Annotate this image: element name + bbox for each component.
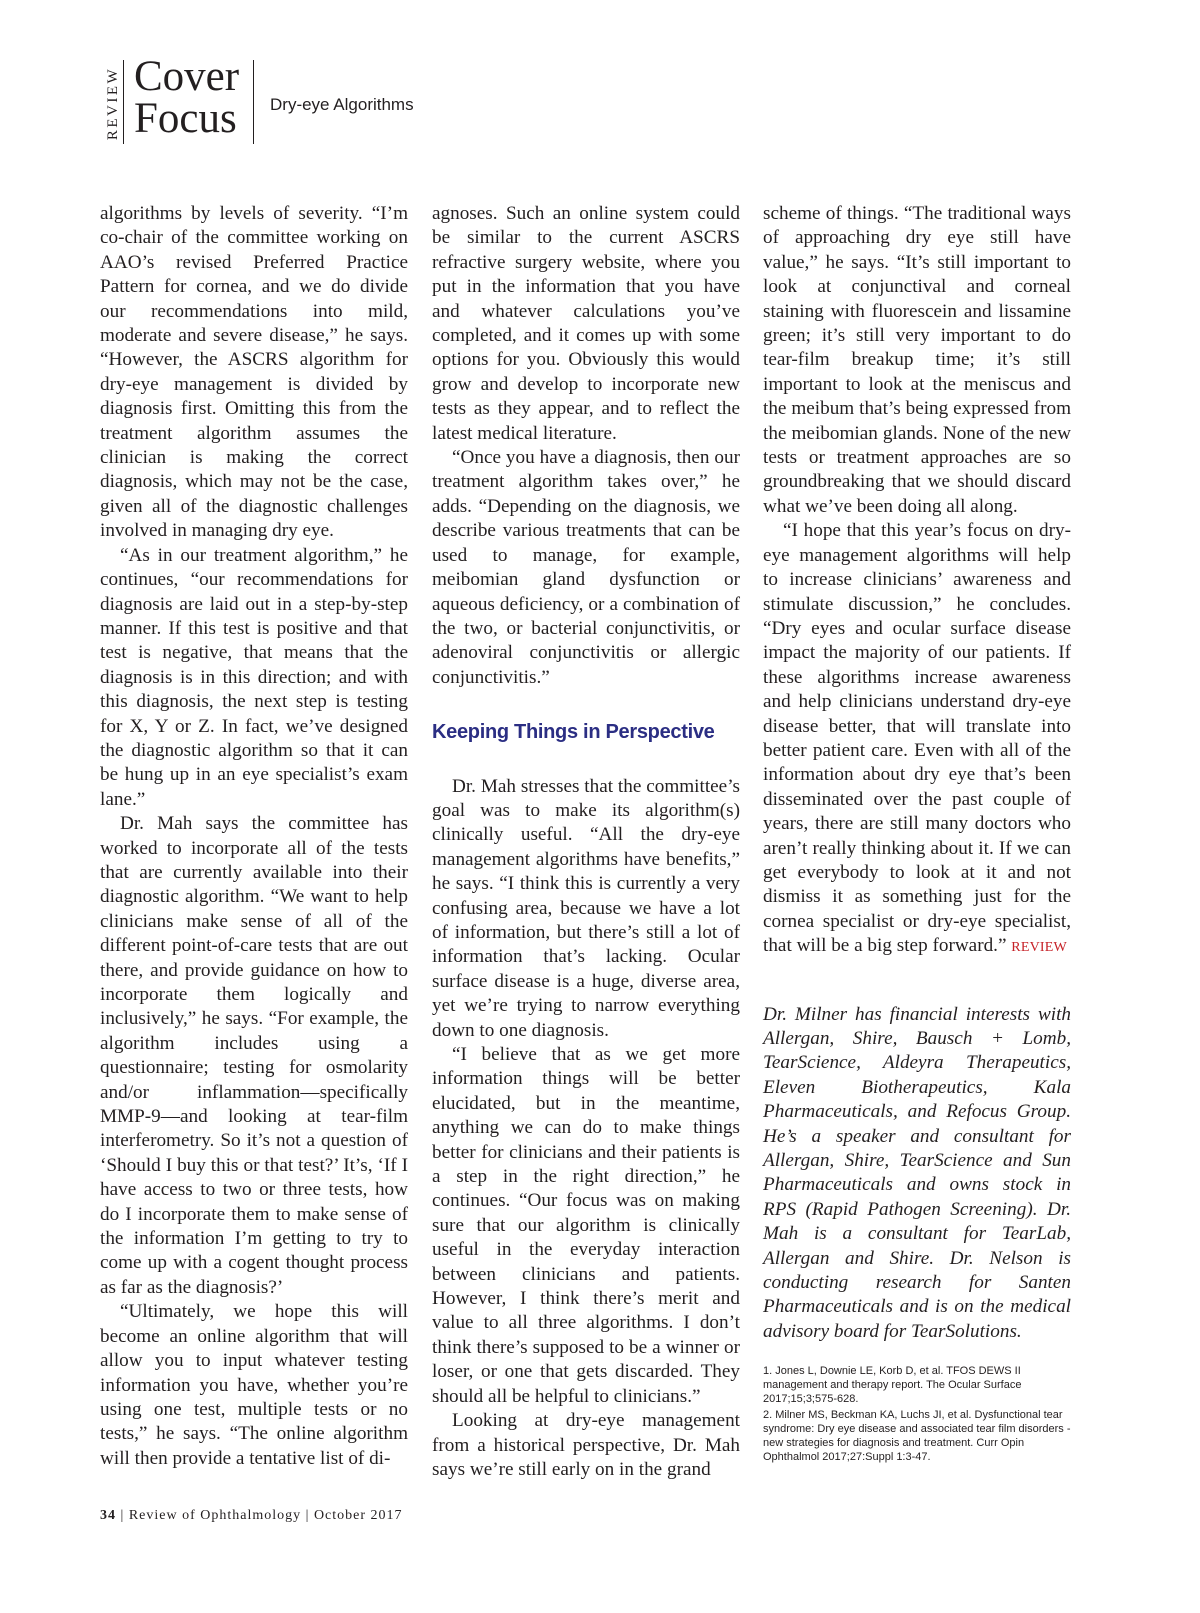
- footer-separator: |: [305, 1508, 310, 1523]
- paragraph: “As in our treatment algorithm,” he continues, “our recommendations for diagnosis are laid out in a step-by-step manner. If this test is positive and that test is negative, that means that the diagnosis is in this direction; and with this diagnosis, the next step is testing for X, Y or Z. In fact, we’ve designed the diagnostic algorithm so that it can be hung up in an eye specialist’s exam lane.”: [100, 544, 408, 810]
- paragraph: scheme of things. “The traditional ways of approaching dry eye still have value,” he says. “It’s still important to look at conjunctival and corneal staining with fluorescein and lissamine green; it’s still very important to do tear-film breakup time; it’s still important to look at the meniscus and the meibum that’s being expressed from the meibomian glands. None of the new tests or treatment approaches are so groundbreaking that we should discard what we’ve been doing all along.: [763, 203, 1071, 517]
- paragraph: “Once you have a diagnosis, then our treatment algorithm takes over,” he adds. “Depending on the diagnosis, we describe various treatments that can be used to manage, for example, meibomian gland dysfunction or aqueous deficiency, or a combination of the two, or bacterial conjunctivitis, or adenoviral conjunctivitis or allergic conjunctivitis.”: [432, 447, 740, 688]
- reference-item: 2. Milner MS, Beckman KA, Luchs JI, et al. Dysfunctional tear syndrome: Dry eye disease and associated tear film disorders - new strategies for diagnosis and treatment. Curr Opin Ophthalmol 2017;27:Suppl 1:3-47.: [763, 1409, 1071, 1464]
- reference-item: 1. Jones L, Downie LE, Korb D, et al. TFOS DEWS II management and therapy report. The Ocular Surface 2017;15;3;575-628.: [763, 1365, 1022, 1406]
- title-line-1: Cover: [134, 53, 240, 100]
- article-column-1: [100, 202, 408, 1471]
- footer-separator: |: [120, 1508, 125, 1523]
- section-label: Dry-eye Algorithms: [270, 95, 414, 114]
- paragraph: Dr. Mah stresses that the committee’s goal was to make its algorithm(s) clinically useful. “All the dry-eye management algorithms have benefits,” he says. “I think this is currently a very confusing area, because we have a lot of information, but there’s still a lot of information that’s lacking. Ocular surface disease is a huge, diverse area, yet we’re trying to narrow everything down to one diagnosis.: [432, 775, 740, 1041]
- issue-date: October 2017: [313, 1508, 403, 1523]
- paragraph: “I believe that as we get more information things will be better elucidated, but in the meantime, anything we can do to make things better for clinicians and their patients is a step in the right direction,” he continues. “Our focus was on making sure that our algorithm is clinically useful in the everyday interaction between clinicians and patients. However, I think there’s merit and value to all three algorithms. I don’t think there’s supposed to be a winner or loser, or one that gets discarded. They should all be helpful to clinicians.”: [432, 1044, 740, 1407]
- paragraph: Dr. Mah says the committee has worked to incorporate all of the tests that are currently available into their diagnostic algorithm. “We want to help clinicians make sense of all of the different point-of-care tests that are out there, and provide guidance on how to incorporate them logically and inclusively,” he says. “For example, the algorithm includes using a questionnaire; testing for osmolarity and/or inflammation—specifically MMP-9—and looking at tear-film interferometry. So it’s not a question of ‘Should I buy this or that test?’ It’s, ‘If I have access to two or three tests, how do I incorporate them to make sense of the information I’m getting to try to come up with a cogent thought process as far as the diagnosis?’: [100, 813, 408, 1298]
- review-vertical-label: REVIEW: [105, 66, 122, 140]
- paragraph-final: [763, 519, 1071, 960]
- paragraph: agnoses. Such an online system could be similar to the current ASCRS refractive surgery website, where you put in the information that you have and whatever calculations you’ve completed, and it comes up with some options for you. Obviously this would grow and develop to incorporate new tests as they appear, and to reflect the latest medical literature.: [432, 203, 740, 444]
- cover-focus-title: [134, 53, 240, 142]
- references-list: [763, 1364, 1071, 1464]
- page-number: 34: [100, 1508, 116, 1523]
- paragraph-text: “I hope that this year’s focus on dry-eye management algorithms will help to increase clinicians’ awareness and stimulate discussion,” he concludes. “Dry eyes and ocular surface disease impact the majority of our patients. If these algorithms increase awareness and help clinicians understand dry-eye disease better, that will translate into better patient care. Even with all of the information about dry eye that’s been disseminated over the past couple of years, there are still many doctors who aren’t really thinking about it. If we can get everybody to look at it and not dismiss it as something just for the cornea specialist or dry-eye specialist, that will be a big step forward.”: [763, 520, 1071, 957]
- paragraph: “Ultimately, we hope this will become an online algorithm that will allow you to input whatever testing information you have, whether you’re using one test, multiple tests or no tests,” he says. “The online algorithm will then provide a tentative list of di-: [100, 1301, 408, 1469]
- title-line-2: Focus: [134, 95, 237, 142]
- paragraph: Looking at dry-eye management from a historical perspective, Dr. Mah says we’re still early on in the grand: [432, 1410, 740, 1480]
- paragraph: algorithms by levels of severity. “I’m co-chair of the committee working on AAO’s revised Preferred Practice Pattern for cornea, and we do divide our recommendations into mild, moderate and severe disease,” he says. “However, the ASCRS algorithm for dry-eye management is divided by diagnosis first. Omitting this from the treatment algorithm assumes the clinician is making the correct diagnosis, which may not be the case, given all of the diagnostic challenges involved in managing dry eye.: [100, 203, 408, 542]
- article-column-2: [432, 202, 740, 1482]
- financial-disclosure: Dr. Milner has financial interests with Allergan, Shire, Bausch + Lomb, TearScience, Aldeyra Therapeutics, Eleven Biotherapeutics, Kala Pharmaceuticals, and Refocus Group. He’s a speaker and consultant for Allergan, Shire, TearScience and Sun Pharmaceuticals and owns stock in RPS (Rapid Pathogen Screening). Dr. Mah is a consultant for TearLab, Allergan and Shire. Dr. Nelson is conducting research for Santen Pharmaceuticals and is on the medical advisory board for TearSolutions.: [763, 1003, 1071, 1342]
- page-footer: [100, 1508, 403, 1524]
- publication-name: Review of Ophthalmology: [128, 1508, 302, 1523]
- header-divider-left: [123, 60, 124, 144]
- section-subheading: Keeping Things in Perspective: [432, 721, 715, 744]
- article-column-3: [763, 202, 1071, 1466]
- end-of-article-mark: REVIEW: [1011, 940, 1067, 956]
- header-divider-right: [253, 60, 254, 144]
